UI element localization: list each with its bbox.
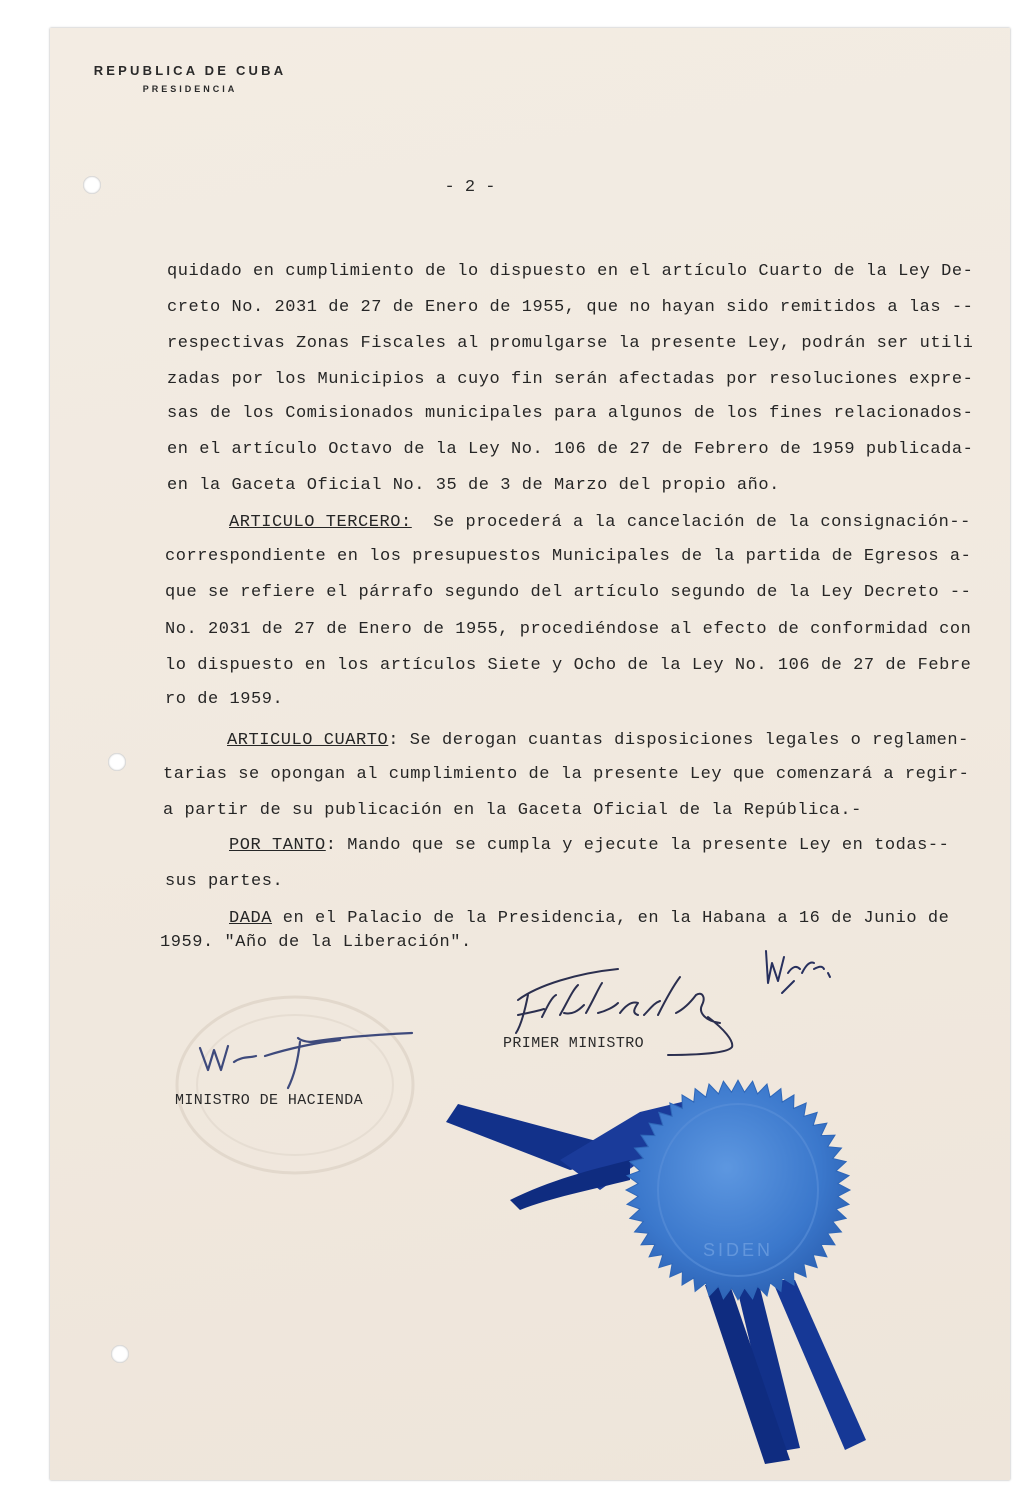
article-third-first-line <box>229 513 971 533</box>
body-line: respectivas Zonas Fiscales al promulgarse la presente Ley, podrán ser utili <box>167 334 974 353</box>
body-line: zadas por los Municipios a cuyo fin serán afectadas por resoluciones expre- <box>167 370 974 389</box>
article-third-text: Se procederá a la cancelación de la consignación-- <box>411 513 971 532</box>
body-line: creto No. 2031 de 27 de Enero de 1955, que no hayan sido remitidos a las -- <box>167 298 974 317</box>
initial-mark <box>758 943 838 1003</box>
por-tanto-text: : Mando que se cumpla y ejecute la presente Ley en todas-- <box>325 836 950 855</box>
punch-hole-middle <box>108 753 126 771</box>
article-fourth-heading: ARTICULO CUARTO <box>227 731 389 750</box>
body-line: quidado en cumplimiento de lo dispuesto en el artículo Cuarto de la Ley De- <box>167 262 974 281</box>
ribbon-seal <box>440 1060 860 1480</box>
body-line: No. 2031 de 27 de Enero de 1955, procediéndose al efecto de conformidad con <box>165 620 972 639</box>
letterhead-subtitle: PRESIDENCIA <box>142 84 238 94</box>
body-line: sus partes. <box>165 872 284 891</box>
dada-heading: DADA <box>229 909 273 928</box>
body-line: lo dispuesto en los artículos Siete y Ocho de la Ley No. 106 de 27 de Febre <box>165 656 972 675</box>
ministro-hacienda-label: MINISTRO DE HACIENDA <box>175 1092 364 1109</box>
article-third-heading: ARTICULO TERCERO: <box>229 513 412 532</box>
por-tanto-heading: POR TANTO <box>229 836 326 855</box>
body-line: 1959. "Año de la Liberación". <box>160 933 472 952</box>
body-line: que se refiere el párrafo segundo del artículo segundo de la Ley Decreto -- <box>165 583 972 602</box>
wax-seal-icon <box>626 1080 850 1300</box>
page-number: - 2 - <box>444 178 496 197</box>
body-line: sas de los Comisionados municipales para algunos de los fines relacionados- <box>167 404 974 423</box>
body-line: correspondiente en los presupuestos Municipales de la partida de Egresos a- <box>165 547 972 566</box>
dada-first-line <box>229 909 949 929</box>
dada-text: en el Palacio de la Presidencia, en la Habana a 16 de Junio de <box>272 909 950 928</box>
seal-text: SIDEN <box>702 1240 774 1260</box>
hacienda-signature <box>190 1020 430 1100</box>
por-tanto-first-line <box>229 836 949 856</box>
punch-hole-bottom <box>111 1345 129 1363</box>
punch-hole-top <box>83 176 101 194</box>
article-fourth-text: : Se derogan cuantas disposiciones legales o reglamen- <box>388 731 969 750</box>
body-line: en la Gaceta Oficial No. 35 de 3 de Marzo del propio año. <box>167 476 780 495</box>
body-line: ro de 1959. <box>165 690 284 709</box>
primer-ministro-label: PRIMER MINISTRO <box>503 1035 645 1052</box>
body-line: a partir de su publicación en la Gaceta Oficial de la República.- <box>163 801 862 820</box>
body-line: tarias se opongan al cumplimiento de la presente Ley que comenzará a regir- <box>163 765 970 784</box>
body-line: en el artículo Octavo de la Ley No. 106 de 27 de Febrero de 1959 publicada- <box>167 440 974 459</box>
article-fourth-first-line <box>227 731 969 751</box>
letterhead-title: REPUBLICA DE CUBA <box>93 63 287 78</box>
letterhead <box>65 63 315 94</box>
